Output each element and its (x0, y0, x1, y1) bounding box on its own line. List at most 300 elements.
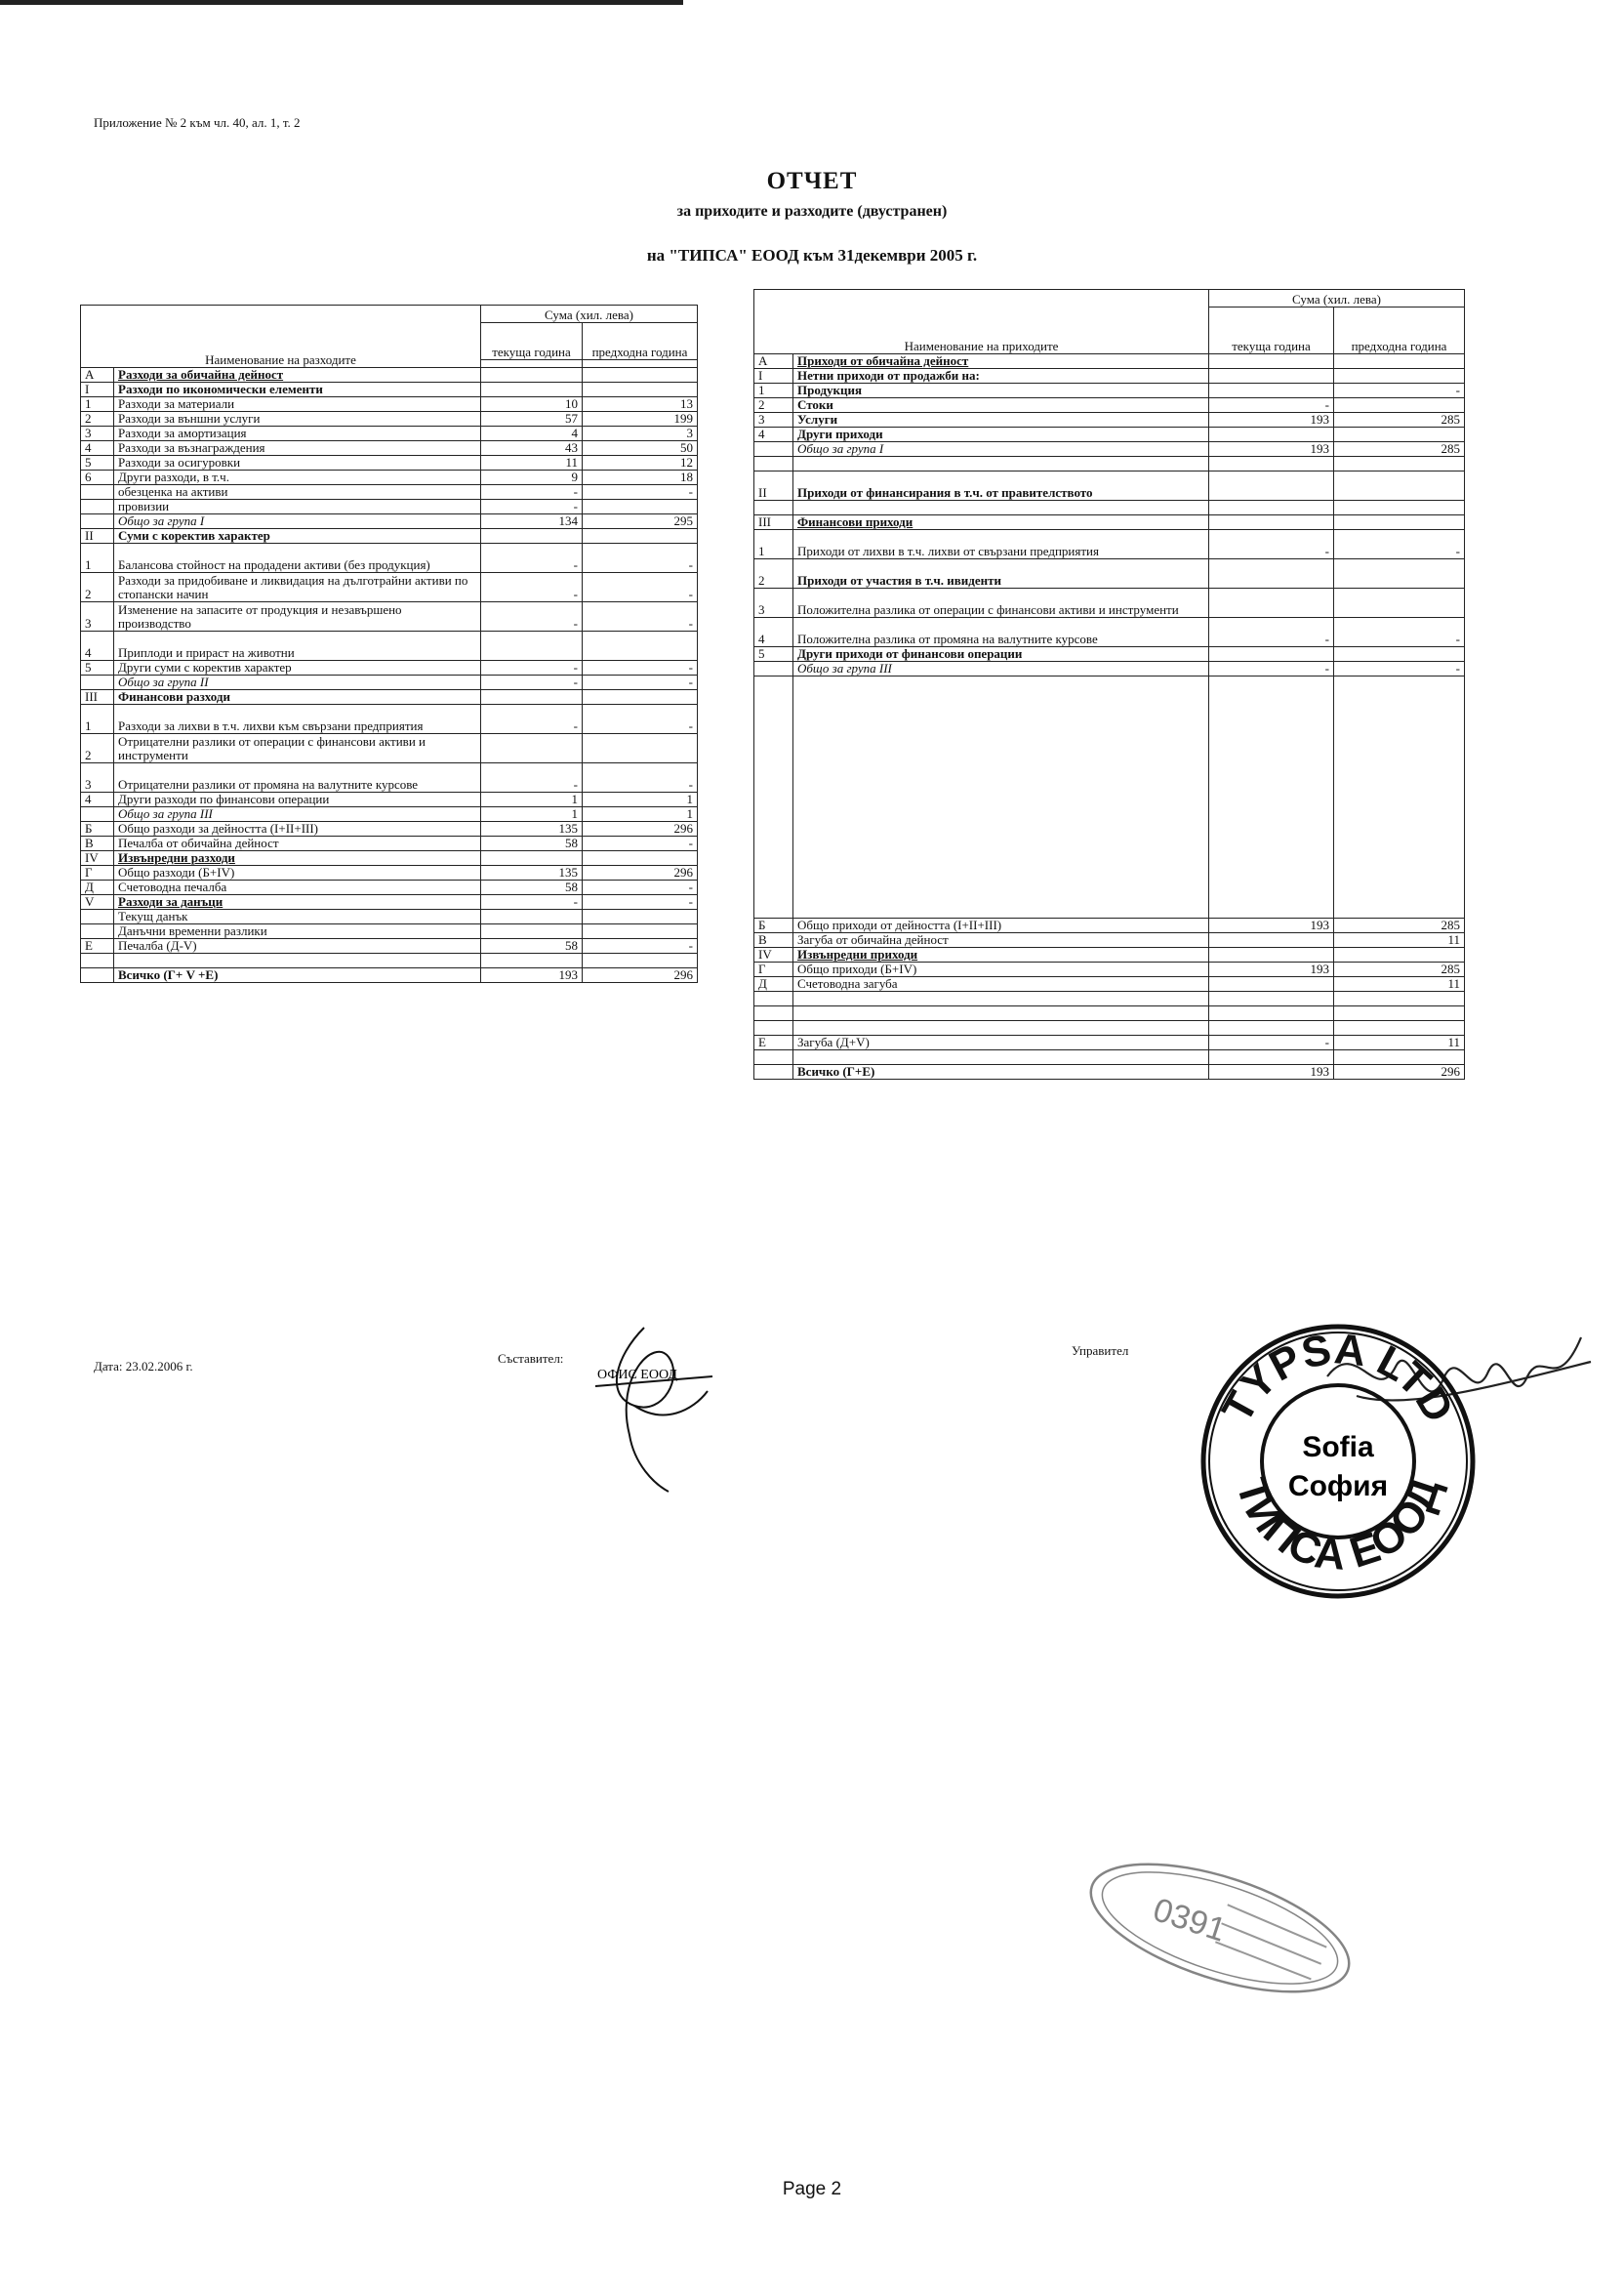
income-row-current: - (1209, 662, 1334, 676)
income-row-current: 193 (1209, 962, 1334, 976)
expense-row-current: 135 (481, 822, 583, 837)
income-row (754, 530, 1465, 559)
income-row-code (754, 1064, 793, 1079)
expense-row-current: 1 (481, 807, 583, 822)
income-row (754, 354, 1465, 369)
expense-row (81, 793, 698, 807)
compiler-label: Съставител: (498, 1351, 564, 1366)
income-row-previous (1334, 472, 1465, 501)
income-row-name: Общо за група III (793, 662, 1209, 676)
expense-row-previous (583, 368, 698, 383)
income-row (754, 662, 1465, 676)
expense-row (81, 427, 698, 441)
income-row-previous: 11 (1334, 1035, 1465, 1049)
expenses-table (80, 305, 698, 983)
income-row-code: А (754, 354, 793, 369)
expense-row-name: Разходи за амортизация (114, 427, 481, 441)
page-number: Page 2 (782, 2179, 842, 2199)
income-row (754, 472, 1465, 501)
expense-row (81, 500, 698, 514)
income-row-name: Положителна разлика от промяна на валутните курсове (793, 618, 1209, 647)
expense-row (81, 441, 698, 456)
scan-edge-bar (0, 0, 683, 5)
expense-row-previous: - (583, 485, 698, 500)
expense-row-current: 57 (481, 412, 583, 427)
income-row (754, 589, 1465, 618)
expense-row-code: I (81, 383, 114, 397)
expense-row (81, 573, 698, 602)
income-row-code: II (754, 472, 793, 501)
expense-row-code (81, 485, 114, 500)
income-row-previous (1334, 947, 1465, 962)
income-row-code: 4 (754, 428, 793, 442)
income-row-name (793, 1049, 1209, 1064)
expense-row (81, 529, 698, 544)
income-row-name (793, 1020, 1209, 1035)
expense-row-current: - (481, 676, 583, 690)
expense-row-previous: - (583, 705, 698, 734)
expense-row-previous (583, 529, 698, 544)
income-row-current (1209, 932, 1334, 947)
expense-row-name: Разходи по икономически елементи (114, 383, 481, 397)
income-row-previous (1334, 589, 1465, 618)
income-row-code: I (754, 369, 793, 384)
expense-row-current (481, 368, 583, 383)
expense-row-code: 4 (81, 632, 114, 661)
income-row-previous (1334, 398, 1465, 413)
stamp-outer-bottom: ТИПСА ЕООД (1227, 1471, 1450, 1579)
expense-row-previous: - (583, 763, 698, 793)
expense-row-code: 3 (81, 763, 114, 793)
expense-row-previous (583, 500, 698, 514)
expense-row-name: Общо разходи (Б+IV) (114, 866, 481, 881)
income-row-name: Всичко (Г+Е) (793, 1064, 1209, 1079)
income-row-code: 2 (754, 559, 793, 589)
income-row-code (754, 676, 793, 919)
income-row-name: Общо приходи (Б+IV) (793, 962, 1209, 976)
expense-row-code: 1 (81, 705, 114, 734)
expense-row-previous (583, 910, 698, 924)
income-row-name: Счетоводна загуба (793, 976, 1209, 991)
document-title: ОТЧЕТ (766, 168, 858, 194)
expense-row-code: 2 (81, 734, 114, 763)
expense-row-code: IV (81, 851, 114, 866)
expense-row-name: Общо за група III (114, 807, 481, 822)
expense-row-current: 134 (481, 514, 583, 529)
expense-row-current (481, 924, 583, 939)
expense-row (81, 690, 698, 705)
expense-row-current: 4 (481, 427, 583, 441)
expense-row (81, 602, 698, 632)
expense-row-previous (583, 383, 698, 397)
income-row-previous (1334, 647, 1465, 662)
income-row-name: Нетни приходи от продажби на: (793, 369, 1209, 384)
income-row (754, 457, 1465, 472)
income-row-previous (1334, 515, 1465, 530)
expense-row-previous: 50 (583, 441, 698, 456)
income-row-code: 5 (754, 647, 793, 662)
income-header-current: текуща година (1209, 308, 1334, 354)
expense-row-current: - (481, 705, 583, 734)
income-row-current (1209, 589, 1334, 618)
income-row (754, 1020, 1465, 1035)
income-row-current (1209, 991, 1334, 1005)
expense-row-current: 10 (481, 397, 583, 412)
expense-row-current (481, 529, 583, 544)
income-row (754, 1064, 1465, 1079)
income-row-code: Г (754, 962, 793, 976)
income-row-current (1209, 457, 1334, 472)
income-table (753, 289, 1465, 1080)
expense-row-name: Счетоводна печалба (114, 881, 481, 895)
expense-row (81, 397, 698, 412)
income-row (754, 647, 1465, 662)
expense-row-code: 1 (81, 397, 114, 412)
expense-row-code (81, 910, 114, 924)
company-stamp (1197, 1320, 1480, 1603)
income-row-code: 1 (754, 530, 793, 559)
expense-row (81, 456, 698, 471)
income-row-current: - (1209, 1035, 1334, 1049)
manager-label: Управител (1072, 1343, 1129, 1358)
expenses-rows (81, 368, 698, 983)
income-row-name (793, 501, 1209, 515)
expense-row-previous (583, 690, 698, 705)
income-row-previous (1334, 457, 1465, 472)
income-row-current (1209, 1020, 1334, 1035)
expense-row-name: Изменение на запасите от продукция и незавършено производство (114, 602, 481, 632)
expense-row-previous: 12 (583, 456, 698, 471)
income-row-code: Е (754, 1035, 793, 1049)
income-row-current: - (1209, 398, 1334, 413)
expense-row-previous (583, 632, 698, 661)
expense-row-name: Други суми с коректив характер (114, 661, 481, 676)
income-row-current: 193 (1209, 918, 1334, 932)
income-row-code (754, 1049, 793, 1064)
income-row (754, 442, 1465, 457)
document-subtitle: за приходите и разходите (двустранен) (676, 203, 948, 220)
expense-row-name: Разходи за възнаграждения (114, 441, 481, 456)
income-header-sum: Сума (хил. лева) (1209, 290, 1465, 308)
expense-row (81, 632, 698, 661)
expense-row (81, 676, 698, 690)
expense-row-code (81, 954, 114, 968)
income-row-previous (1334, 559, 1465, 589)
income-row-current: - (1209, 530, 1334, 559)
expense-row-name (114, 954, 481, 968)
expense-row-previous: 1 (583, 807, 698, 822)
income-row (754, 384, 1465, 398)
expense-row-name: Други разходи, в т.ч. (114, 471, 481, 485)
income-row (754, 413, 1465, 428)
report-date: Дата: 23.02.2006 г. (94, 1359, 193, 1374)
income-row-previous (1334, 1020, 1465, 1035)
expense-row-name: Общо за група II (114, 676, 481, 690)
income-row-code: 3 (754, 413, 793, 428)
income-row-current (1209, 384, 1334, 398)
expense-row-code: 3 (81, 602, 114, 632)
expense-row (81, 954, 698, 968)
income-row-code: III (754, 515, 793, 530)
expense-row-name: Разходи за придобиване и ликвидация на дълготрайни активи по стопански начин (114, 573, 481, 602)
expense-row-name: Общо разходи за дейността (I+II+III) (114, 822, 481, 837)
income-row-current: - (1209, 618, 1334, 647)
expense-row-previous: 296 (583, 822, 698, 837)
expense-row-previous: - (583, 573, 698, 602)
income-row-code (754, 991, 793, 1005)
income-header-name: Наименование на приходите (754, 290, 1209, 354)
expense-row-code (81, 968, 114, 983)
expense-row-current: 58 (481, 939, 583, 954)
expense-row-code: Е (81, 939, 114, 954)
expense-row-previous: 295 (583, 514, 698, 529)
expense-row-previous: - (583, 676, 698, 690)
income-row (754, 1049, 1465, 1064)
expense-row (81, 383, 698, 397)
expense-row-name: Разходи за осигуровки (114, 456, 481, 471)
income-row-previous (1334, 501, 1465, 515)
income-row-current (1209, 369, 1334, 384)
income-row-name: Приходи от финансирания в т.ч. от правителството (793, 472, 1209, 501)
svg-text:TYPSA LTD (1213, 1325, 1463, 1430)
income-row-code (754, 1020, 793, 1035)
expenses-header-sum: Сума (хил. лева) (481, 306, 698, 323)
expense-row (81, 705, 698, 734)
expense-row-current: 43 (481, 441, 583, 456)
expense-row-current (481, 632, 583, 661)
income-row-previous: 11 (1334, 932, 1465, 947)
expense-row-code: III (81, 690, 114, 705)
expense-row-current (481, 910, 583, 924)
income-row-name (793, 676, 1209, 919)
expense-row-name: Разходи за обичайна дейност (114, 368, 481, 383)
income-row (754, 369, 1465, 384)
income-row (754, 947, 1465, 962)
expense-row-name: Разходи за външни услуги (114, 412, 481, 427)
income-row-previous (1334, 1049, 1465, 1064)
expense-row (81, 514, 698, 529)
expense-row-previous: - (583, 837, 698, 851)
income-row-name: Финансови приходи (793, 515, 1209, 530)
income-row-name: Стоки (793, 398, 1209, 413)
expense-row-current: 58 (481, 881, 583, 895)
expense-row-name: Общо за група I (114, 514, 481, 529)
expense-row-code: Б (81, 822, 114, 837)
income-row-name: Други приходи от финансови операции (793, 647, 1209, 662)
expense-row-current: 9 (481, 471, 583, 485)
expense-row-current: 193 (481, 968, 583, 983)
expense-row-current: - (481, 895, 583, 910)
expense-row-name: Печалба от обичайна дейност (114, 837, 481, 851)
income-row-name: Други приходи (793, 428, 1209, 442)
income-row (754, 962, 1465, 976)
expense-row-previous: - (583, 661, 698, 676)
expense-row-name: Данъчни временни разлики (114, 924, 481, 939)
expense-row-name: Суми с коректив характер (114, 529, 481, 544)
income-row-code (754, 662, 793, 676)
expense-row-code: 3 (81, 427, 114, 441)
income-header-previous: предходна година (1334, 308, 1465, 354)
expense-row (81, 910, 698, 924)
expense-row-name: Разходи за данъци (114, 895, 481, 910)
expense-row-current (481, 851, 583, 866)
expense-row-name: Извънредни разходи (114, 851, 481, 866)
expense-row-name: Всичко (Г+ V +Е) (114, 968, 481, 983)
income-row-code (754, 1005, 793, 1020)
income-row-previous: 285 (1334, 962, 1465, 976)
expense-row-current: - (481, 573, 583, 602)
expense-row-code: Г (81, 866, 114, 881)
income-row (754, 1035, 1465, 1049)
income-row-code: IV (754, 947, 793, 962)
expense-row-code: 2 (81, 412, 114, 427)
income-row-previous: 11 (1334, 976, 1465, 991)
expense-row (81, 822, 698, 837)
expense-row-current: - (481, 544, 583, 573)
expense-row-name: Отрицателни разлики от промяна на валутните курсове (114, 763, 481, 793)
expense-row-previous: 13 (583, 397, 698, 412)
expense-row-name: Други разходи по финансови операции (114, 793, 481, 807)
income-row (754, 991, 1465, 1005)
expenses-header-previous: предходна година (583, 323, 698, 360)
expense-row (81, 485, 698, 500)
expense-row-current: 1 (481, 793, 583, 807)
income-row (754, 1005, 1465, 1020)
expense-row-name: Текущ данък (114, 910, 481, 924)
compiler-firm-text: ОФИС ЕООД (597, 1368, 677, 1382)
expense-row-current: - (481, 500, 583, 514)
income-row-name (793, 457, 1209, 472)
expense-row-name: Приплоди и прираст на животни (114, 632, 481, 661)
expense-row-current (481, 383, 583, 397)
income-row-current (1209, 676, 1334, 919)
expense-row-code (81, 807, 114, 822)
expense-row-current (481, 954, 583, 968)
income-row-name (793, 1005, 1209, 1020)
expense-row-current: 11 (481, 456, 583, 471)
income-row-name: Положителна разлика от операции с финансови активи и инструменти (793, 589, 1209, 618)
expense-row-name: Финансови разходи (114, 690, 481, 705)
expense-row-name: провизии (114, 500, 481, 514)
expense-row-previous: 3 (583, 427, 698, 441)
stamp-center-cyrillic: София (1287, 1470, 1389, 1502)
expense-row-name: Балансова стойност на продадени активи (без продукция) (114, 544, 481, 573)
expense-row-code: 5 (81, 661, 114, 676)
expenses-header-current: текуща година (481, 323, 583, 360)
expense-row-previous (583, 924, 698, 939)
expense-row-name: Разходи за лихви в т.ч. лихви към свързани предприятия (114, 705, 481, 734)
income-row-previous (1334, 676, 1465, 919)
expense-row (81, 866, 698, 881)
expense-row (81, 734, 698, 763)
income-row (754, 398, 1465, 413)
income-row-name: Приходи от обичайна дейност (793, 354, 1209, 369)
expense-row-current: - (481, 485, 583, 500)
income-row (754, 918, 1465, 932)
income-row-name: Загуба от обичайна дейност (793, 932, 1209, 947)
income-row-code: 3 (754, 589, 793, 618)
expense-row (81, 471, 698, 485)
expense-row-current: - (481, 602, 583, 632)
income-row-previous: - (1334, 384, 1465, 398)
income-row (754, 976, 1465, 991)
expense-row-code: 2 (81, 573, 114, 602)
income-row (754, 676, 1465, 919)
expense-row-previous: 296 (583, 968, 698, 983)
expense-row-code (81, 500, 114, 514)
expense-row-code: 6 (81, 471, 114, 485)
expense-row (81, 895, 698, 910)
income-row-current (1209, 1005, 1334, 1020)
income-row-previous (1334, 354, 1465, 369)
expense-row-code: 1 (81, 544, 114, 573)
compiler-signature (576, 1318, 722, 1494)
expense-row (81, 851, 698, 866)
income-row-code: 2 (754, 398, 793, 413)
expense-row-code (81, 514, 114, 529)
expense-row-previous (583, 851, 698, 866)
expense-row-current (481, 734, 583, 763)
stamp-outer-top: TYPSA LTD (1212, 1325, 1464, 1431)
expense-row (81, 837, 698, 851)
income-row-name: Приходи от участия в т.ч. ивиденти (793, 559, 1209, 589)
income-row-current (1209, 501, 1334, 515)
expense-row-previous: 199 (583, 412, 698, 427)
income-row-current (1209, 976, 1334, 991)
annex-reference: Приложение № 2 към чл. 40, ал. 1, т. 2 (94, 115, 301, 130)
expense-row-code: 4 (81, 793, 114, 807)
stamp-center-latin: Sofia (1302, 1431, 1374, 1463)
expense-row (81, 544, 698, 573)
income-row-current (1209, 559, 1334, 589)
income-row-name (793, 991, 1209, 1005)
income-row-name: Продукция (793, 384, 1209, 398)
expense-row-previous: - (583, 939, 698, 954)
income-row-previous: 285 (1334, 918, 1465, 932)
income-row-current (1209, 515, 1334, 530)
income-row-code (754, 457, 793, 472)
income-row-current (1209, 647, 1334, 662)
expense-row-previous: - (583, 881, 698, 895)
income-row-name: Извънредни приходи (793, 947, 1209, 962)
income-row (754, 932, 1465, 947)
income-row-current (1209, 428, 1334, 442)
income-row-current (1209, 947, 1334, 962)
income-row-previous: - (1334, 662, 1465, 676)
expense-row-code: Д (81, 881, 114, 895)
expense-row-previous: 1 (583, 793, 698, 807)
expense-row (81, 368, 698, 383)
income-row-code: Д (754, 976, 793, 991)
expenses-header-name: Наименование на разходите (81, 306, 481, 368)
expense-row (81, 661, 698, 676)
income-row (754, 559, 1465, 589)
expense-row-previous (583, 954, 698, 968)
expense-row-name: Разходи за материали (114, 397, 481, 412)
registration-stamp-number: 0391 (1148, 1891, 1231, 1949)
expense-row (81, 924, 698, 939)
expense-row-name: обезценка на активи (114, 485, 481, 500)
expense-row-code: А (81, 368, 114, 383)
income-row-name: Общо приходи от дейността (I+II+III) (793, 918, 1209, 932)
income-row-previous: 285 (1334, 442, 1465, 457)
expense-row-code (81, 924, 114, 939)
registration-stamp (1074, 1855, 1366, 2001)
expense-row-current (481, 690, 583, 705)
income-row-previous (1334, 369, 1465, 384)
income-row-current (1209, 354, 1334, 369)
income-row (754, 501, 1465, 515)
